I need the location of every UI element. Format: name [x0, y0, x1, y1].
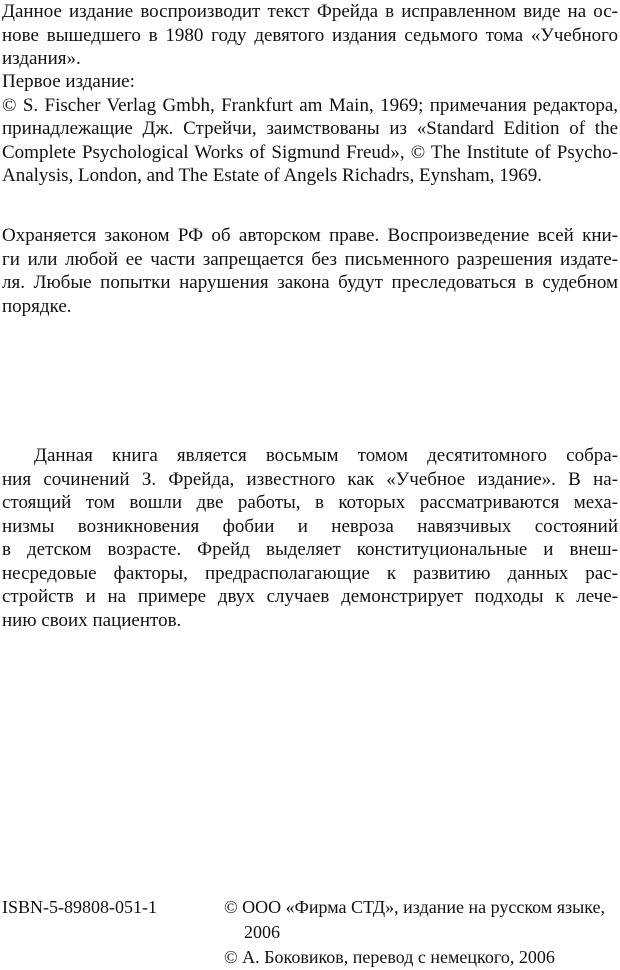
text-line: Охраняется законом РФ об авторском праве. Воспроизведение всей кни- — [2, 225, 618, 246]
text-line: Complete Psychological Works of Sigmund Freud», © The Institute of Psycho- — [2, 141, 618, 163]
text-line: порядке. — [2, 295, 72, 317]
first-edition-paragraph — [2, 70, 618, 188]
text-line: принадлежащие Дж. Стрейчи, заимствованы из «Standard Edition of the — [2, 118, 618, 139]
annotation-paragraph — [2, 444, 618, 632]
text-line: нове вышедшего в 1980 году девятого издания седьмого тома «Учебного — [2, 24, 618, 46]
publisher-copyright: © ООО «Фирма СТД», издание на русском языке, — [224, 897, 605, 917]
text-line: © S. Fischer Verlag Gmbh, Frankfurt am Main, 1969; примечания редактора, — [2, 94, 618, 116]
isbn: ISBN-5-89808-051-1 — [2, 897, 157, 917]
text-line: низмы возникновения фобии и невроза навязчивых состояний — [2, 515, 618, 537]
text-line: ния сочинений З. Фрейда, известного как «Учебное издание». В на- — [2, 468, 618, 490]
text-line: Данное издание воспроизводит текст Фрейда в исправленном виде на ос- — [2, 1, 618, 22]
translator-copyright: © А. Боковиков, перевод с немецкого, 2006 — [224, 947, 555, 967]
text-line: в детском возрасте. Фрейд выделяет конституциональные и внеш- — [2, 539, 618, 560]
text-line: Данная книга является восьмым томом десятитомного собра- — [34, 445, 618, 466]
text-line: ги или любой ее части запрещается без письменного разрешения издате- — [2, 248, 618, 270]
text-line: несредовые факторы, предрасполагающие к развитию данных рас- — [2, 562, 618, 584]
copyright-block — [224, 895, 620, 970]
text-line: Analysis, London, and The Estate of Angels Richadrs, Eynsham, 1969. — [2, 165, 543, 186]
publisher-copyright-year: 2006 — [244, 922, 280, 942]
edition-note-paragraph — [2, 0, 618, 71]
text-line: нию своих пациентов. — [2, 609, 182, 631]
text-line: издания». — [2, 48, 81, 69]
text-line: стройств и на примере двух случаев демонстрирует подходы к лече- — [2, 586, 618, 607]
text-line: Первое издание: — [2, 71, 135, 92]
text-line: ля. Любые попытки нарушения закона будут преследоваться в судебном — [2, 272, 618, 293]
text-line: стоящий том вошли две работы, в которых рассматриваются меха- — [2, 492, 618, 513]
copyright-notice-paragraph — [2, 224, 618, 318]
